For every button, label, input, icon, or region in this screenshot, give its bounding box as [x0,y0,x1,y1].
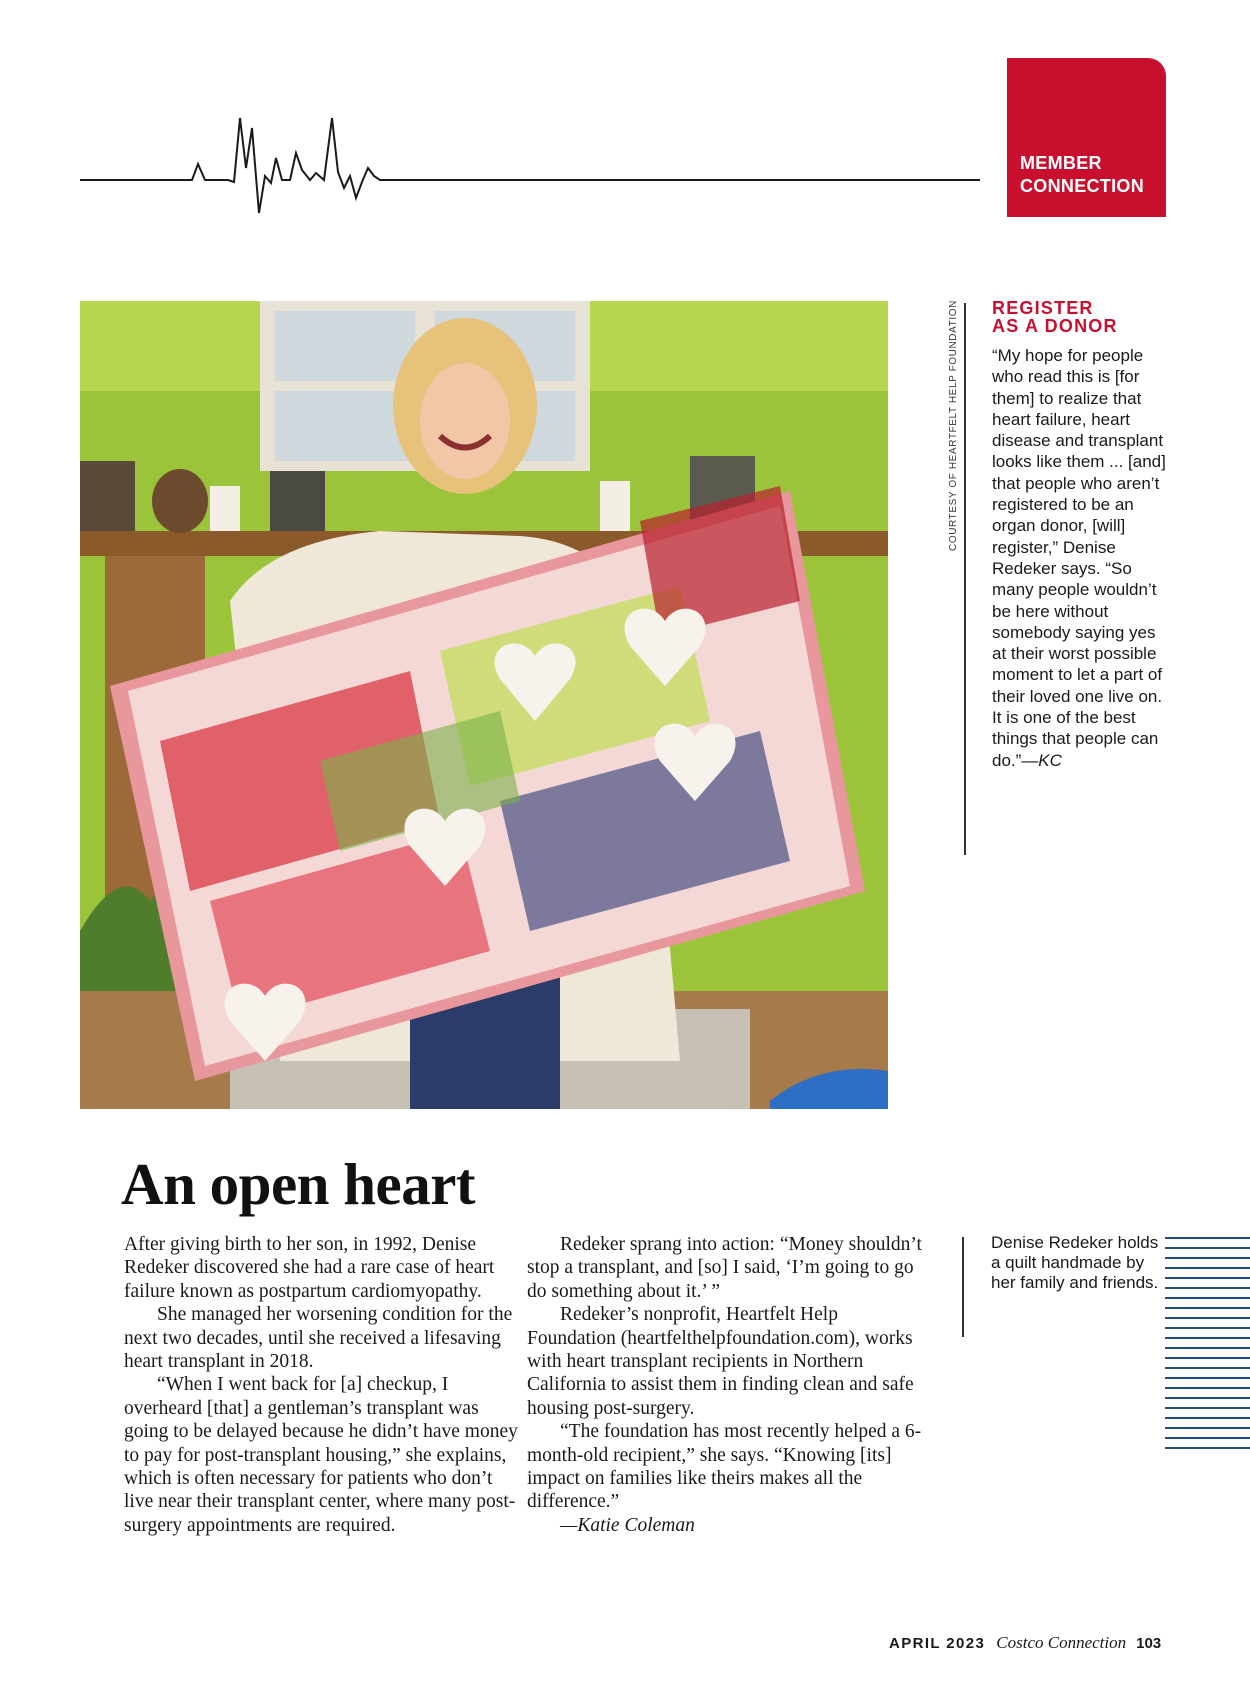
decorative-stripes [1165,1237,1250,1451]
section-tab [1007,58,1166,217]
heartbeat-line [80,108,980,228]
paragraph: “When I went back for [a] checkup, I overheard [that] a gentleman’s transplant was going to be delayed because he didn’t have money to pay for post-transplant housing,” she explains, which is often necessary for patients who don’t live near their transplant center, where many post-surgery appointments are required. [124,1374,518,1536]
sidebar-rule [964,303,966,855]
page-number: 103 [1136,1635,1162,1652]
paragraph: “The foundation has most recently helped a 6-month-old recipient,” she says. “Knowing [its] impact on families like theirs makes all the difference.” [527,1421,922,1513]
sidebar-heading [992,299,1168,335]
caption-rule [962,1237,964,1337]
photo-credit [948,301,964,551]
byline: —Katie Coleman [560,1514,695,1536]
photo-illustration [80,301,888,1109]
donor-sidebar [992,299,1168,771]
section-tab-line2: CONNECTION [1020,176,1144,196]
sidebar-heading-line2: AS A DONOR [992,316,1118,336]
article-headline: An open heart [121,1151,476,1217]
photo-caption: Denise Redeker holds a quilt handmade by her family and friends. [991,1233,1159,1292]
paragraph: After giving birth to her son, in 1992, Denise Redeker discovered she had a rare case of heart failure known as postpartum cardiomyopathy. [124,1234,495,1302]
footer-magazine: Costco Connection [996,1633,1127,1652]
section-tab-line1: MEMBER [1020,153,1102,173]
sidebar-signoff: —KC [1021,750,1062,770]
paragraph: She managed her worsening condition for the next two decades, until she received a lifesaving heart transplant in 2018. [124,1304,513,1373]
sidebar-quote-text: “My hope for people who read this is [for them] to realize that heart failure, heart disease and transplant looks like them ... [and] that people who aren’t registered to be an organ donor, [will] register,” Denise Redeker says. “So many people wouldn’t be here without somebody saying yes at their worst possible moment to let a part of their loved one live on. It is one of the best things that people can do.” [992,346,1166,770]
article-column-1 [124,1233,524,1537]
sidebar-heading-line1: REGISTER [992,298,1094,318]
paragraph: Redeker’s nonprofit, Heartfelt Help Foundation (heartfelthelpfoundation.com), works with heart transplant recipients in Northern California to assist them in finding clean and safe housing post-surgery. [527,1304,914,1419]
article-column-2 [527,1233,927,1537]
quilt-photo [80,301,888,1109]
paragraph: Redeker sprang into action: “Money shouldn’t stop a transplant, and [so] I said, ‘I’m going to go do something about it.’ ” [527,1234,922,1302]
footer-date: APRIL 2023 [889,1635,986,1652]
sidebar-quote [992,345,1168,771]
page-footer [889,1633,1161,1655]
photo-credit-text: COURTESY OF HEARTFELT HELP FOUNDATION [948,300,959,551]
